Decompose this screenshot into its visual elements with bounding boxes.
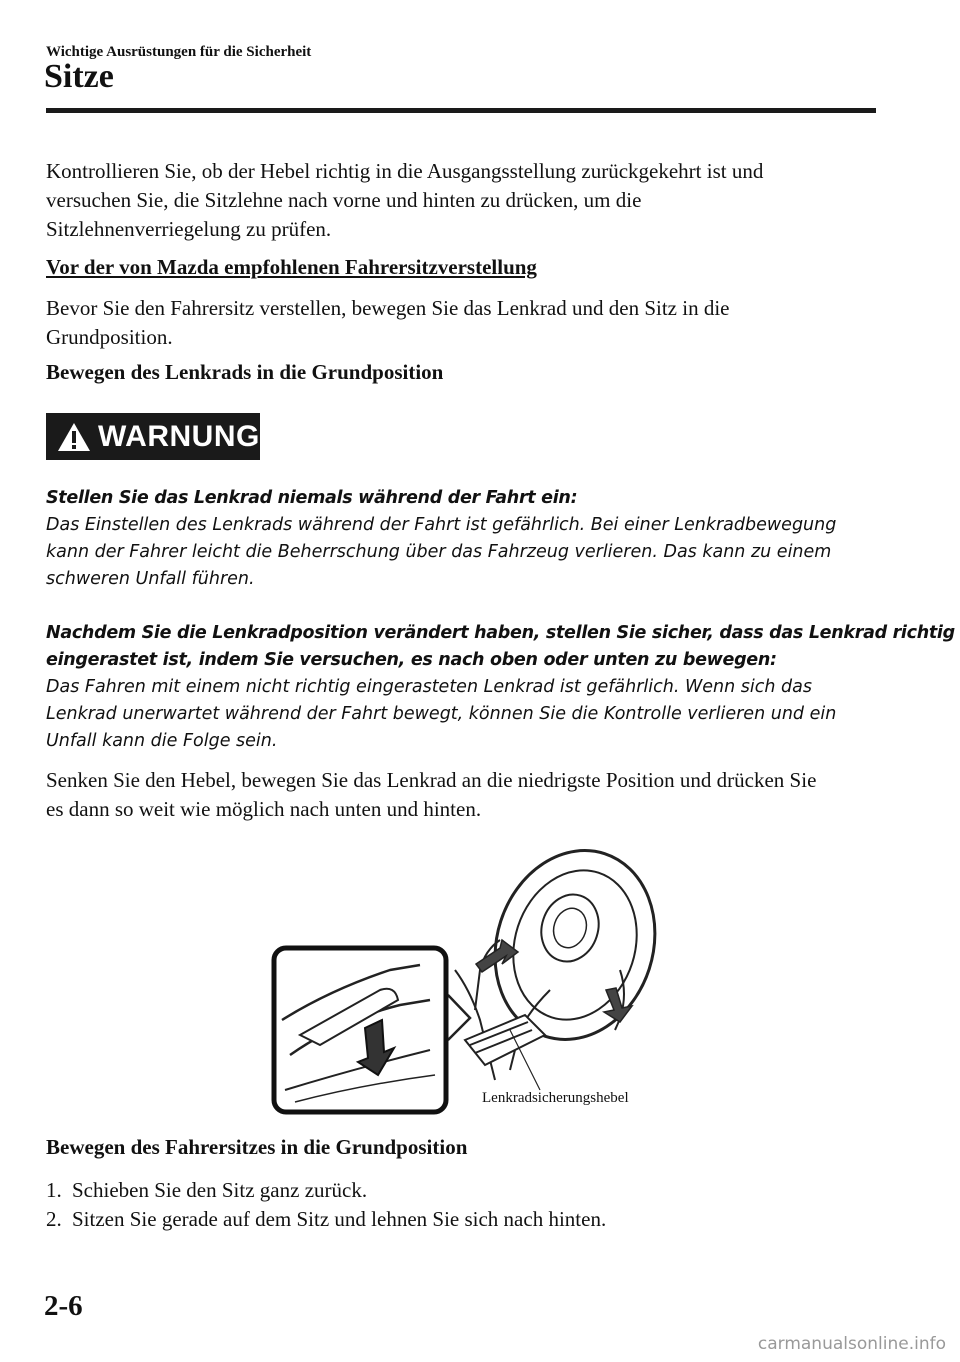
lower-instruction-paragraph — [46, 766, 886, 824]
section-label: Wichtige Ausrüstungen für die Sicherheit — [46, 44, 312, 60]
warning-1-title: Stellen Sie das Lenkrad niemals während der Fahrt ein: — [46, 488, 578, 508]
before-adjust-line: Bevor Sie den Fahrersitz verstellen, bewegen Sie das Lenkrad und den Sitz in die — [46, 296, 730, 320]
warning-block-2 — [46, 620, 955, 755]
lower-instruction-line: Senken Sie den Hebel, bewegen Sie das Lenkrad an die niedrigste Position und drücken Sie — [46, 768, 817, 792]
list-item — [46, 1176, 606, 1205]
warning-2-line: Unfall kann die Folge sein. — [46, 731, 278, 751]
seat-steps-list — [46, 1176, 606, 1234]
steering-heading: Bewegen des Lenkrads in die Grundposition — [46, 360, 444, 384]
step-number: 2. — [46, 1207, 62, 1231]
before-adjust-paragraph — [46, 294, 886, 352]
title-divider — [46, 108, 876, 113]
warning-1-line: kann der Fahrer leicht die Beherrschung über das Fahrzeug verlieren. Das kann zu einem — [46, 542, 832, 562]
lower-instruction-line: es dann so weit wie möglich nach unten und hinten. — [46, 797, 482, 821]
warning-2-title-line: Nachdem Sie die Lenkradposition verändert haben, stellen Sie sicher, dass das Lenkrad richtig — [46, 623, 955, 643]
step-number: 1. — [46, 1178, 62, 1202]
lever-closeup-inset — [274, 948, 470, 1112]
warning-2-title-line: eingerastet ist, indem Sie versuchen, es nach oben oder unten zu bewegen: — [46, 650, 777, 670]
intro-line: Kontrollieren Sie, ob der Hebel richtig in die Ausgangsstellung zurückgekehrt ist und — [46, 159, 764, 183]
list-item — [46, 1205, 606, 1234]
steering-lever-illustration — [270, 840, 670, 1118]
warning-1-line: Das Einstellen des Lenkrads während der Fahrt ist gefährlich. Bei einer Lenkradbewegung — [46, 515, 837, 535]
page-title: Sitze — [44, 58, 114, 95]
intro-line: versuchen Sie, die Sitzlehne nach vorne und hinten zu drücken, um die — [46, 188, 642, 212]
figure-caption: Lenkradsicherungshebel — [482, 1090, 629, 1106]
warning-triangle-icon — [56, 421, 92, 453]
page-number: 2-6 — [44, 1290, 83, 1322]
warning-1-line: schweren Unfall führen. — [46, 569, 255, 589]
watermark: carmanualsonline.info — [757, 1334, 946, 1354]
intro-paragraph — [46, 157, 886, 244]
warning-label: WARNUNG — [98, 419, 260, 453]
warning-block-1 — [46, 485, 896, 593]
warning-badge — [46, 413, 260, 460]
before-adjust-line: Grundposition. — [46, 325, 173, 349]
warning-2-line: Das Fahren mit einem nicht richtig eingerasteten Lenkrad ist gefährlich. Wenn sich das — [46, 677, 812, 697]
step-text: Sitzen Sie gerade auf dem Sitz und lehnen Sie sich nach hinten. — [72, 1207, 607, 1231]
intro-line: Sitzlehnenverriegelung zu prüfen. — [46, 217, 332, 241]
seat-heading: Bewegen des Fahrersitzes in die Grundposition — [46, 1135, 468, 1159]
step-text: Schieben Sie den Sitz ganz zurück. — [72, 1178, 368, 1202]
recommended-adjustment-heading: Vor der von Mazda empfohlenen Fahrersitzverstellung — [46, 255, 537, 279]
warning-2-line: Lenkrad unerwartet während der Fahrt bewegt, können Sie die Kontrolle verlieren und ein — [46, 704, 837, 724]
